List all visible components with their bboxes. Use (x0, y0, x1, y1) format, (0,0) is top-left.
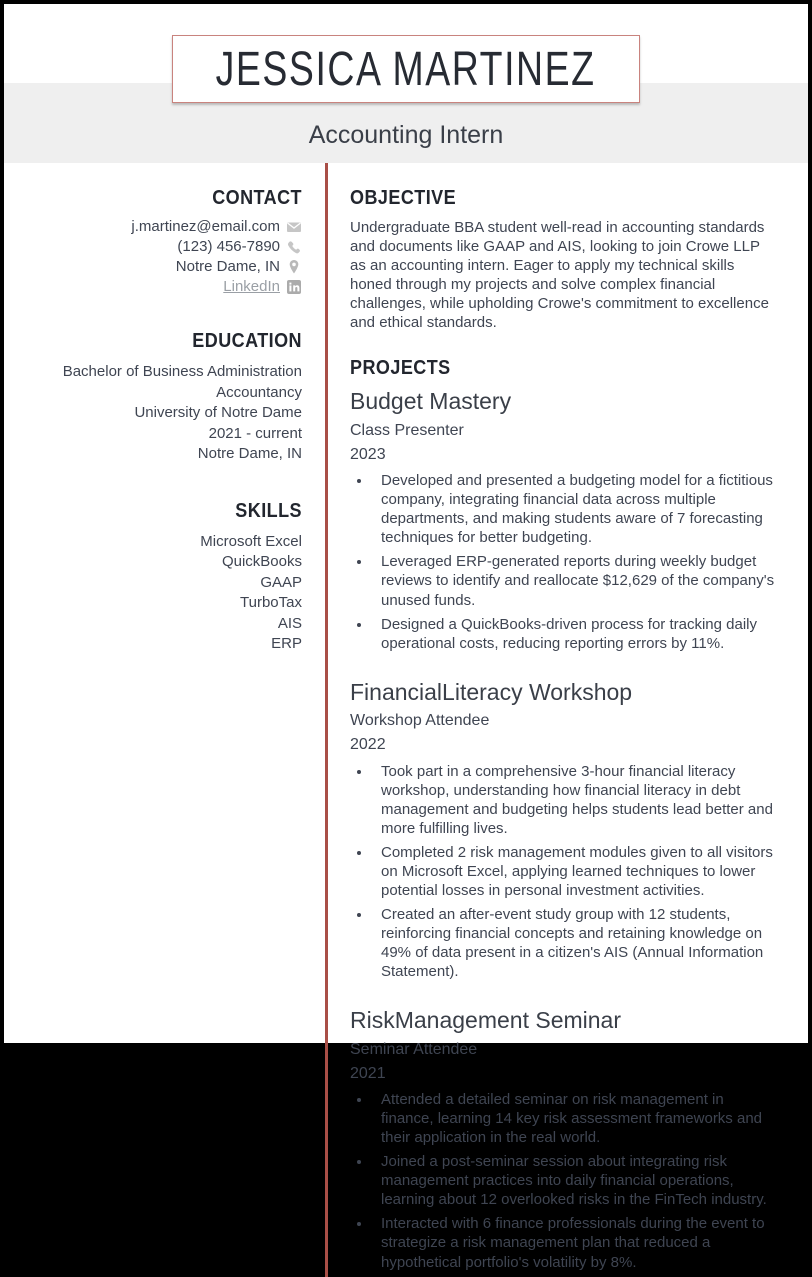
skills-list (44, 532, 302, 655)
project-year: 2022 (350, 736, 386, 754)
project-bullet: • Took part in a comprehensive 3-hour financial literacy workshop, understanding how financial literacy in debt management and budgeting helps students lead better and more fulfilling lives. (372, 762, 778, 838)
resume-body (4, 163, 808, 1277)
project-title: RiskManagement Seminar (350, 1007, 622, 1034)
project-bullet: • Interacted with 6 finance professionals during the event to strategize a risk management plan that reduced a hypothetical portfolio's volatility by 8%. (372, 1214, 778, 1271)
education-school: University of Notre Dame (134, 404, 302, 422)
education-heading: EDUCATION (192, 330, 302, 352)
project-bullet: • Designed a QuickBooks-driven process for tracking daily operational costs, reducing reporting errors by 11%. (372, 615, 778, 653)
project-role: Class Presenter (350, 421, 464, 439)
name-box (172, 35, 640, 103)
project-entry (350, 1007, 778, 1271)
linkedin-icon[interactable] (286, 279, 302, 295)
skill-item: AIS (277, 614, 302, 632)
education-location: Notre Dame, IN (197, 445, 302, 463)
education-degree: Bachelor of Business Administration (62, 363, 302, 380)
contact-heading: CONTACT (212, 187, 302, 209)
skill-item: GAAP (260, 573, 302, 591)
project-title: Budget Mastery (350, 388, 512, 415)
project-role: Workshop Attendee (350, 712, 490, 730)
projects-heading: PROJECTS (350, 357, 451, 380)
main-column (328, 163, 808, 1277)
contact-email: j.martinez@email.com (131, 218, 280, 235)
contact-location: Notre Dame, IN (175, 258, 280, 275)
candidate-name: JESSICA MARTINEZ (215, 42, 597, 96)
contact-list (44, 219, 302, 295)
objective-text: Undergraduate BBA student well-read in accounting standards and documents like GAAP and AIS, looking to join Crowe LLP as an accounting intern. Eager to apply my technical skills honed through my projects and solve complex financial challenges, while upholding Crowe's commitment to excellence and ethical standards. (350, 219, 769, 332)
project-entry (350, 679, 778, 981)
skills-section (44, 501, 302, 655)
education-dates: 2021 - current (208, 424, 302, 442)
skill-item: ERP (271, 635, 302, 653)
sidebar (4, 163, 325, 1277)
skill-item: Microsoft Excel (200, 532, 302, 550)
location-pin-icon (286, 259, 302, 275)
project-bullet: • Leveraged ERP-generated reports during weekly budget reviews to identify and reallocate $12,629 of the company's unused funds. (372, 552, 778, 609)
education-major: Accountancy (216, 383, 302, 401)
resume-page (4, 4, 808, 1271)
project-bullet: • Developed and presented a budgeting model for a fictitious company, integrating financial data across multiple departments, and making students aware of 7 forecasting techniques for better budgeting. (372, 471, 778, 547)
project-bullet: • Attended a detailed seminar on risk management in finance, learning 14 key risk assessment frameworks and their application in the real world. (372, 1090, 778, 1147)
contact-location-row (44, 259, 302, 275)
contact-phone-row (44, 239, 302, 255)
education-details (44, 362, 302, 465)
project-title: FinancialLiteracy Workshop (350, 678, 633, 705)
project-entry (350, 388, 778, 652)
envelope-icon (286, 219, 302, 235)
contact-phone: (123) 456-7890 (177, 238, 280, 255)
project-bullets (350, 471, 778, 652)
linkedin-link[interactable]: LinkedIn (223, 278, 280, 295)
skills-heading: SKILLS (235, 499, 302, 522)
phone-icon (286, 239, 302, 255)
skill-item: TurboTax (240, 594, 302, 612)
project-year: 2021 (350, 1064, 386, 1082)
project-bullet: • Created an after-event study group with 12 students, reinforcing financial concepts and retaining knowledge on 49% of data present in a citizen's AIS (Annual Information Statement). (372, 905, 778, 981)
contact-linkedin-row[interactable] (44, 279, 302, 295)
project-bullet: • Joined a post-seminar session about integrating risk management practices into daily financial operations, learning about 12 overlooked risks in the FinTech industry. (372, 1152, 778, 1209)
project-bullets (350, 762, 778, 982)
contact-email-row (44, 219, 302, 235)
skill-item: QuickBooks (221, 553, 302, 571)
project-year: 2023 (350, 446, 386, 464)
project-bullets (350, 1090, 778, 1271)
objective-heading: OBJECTIVE (350, 187, 457, 209)
project-role: Seminar Attendee (350, 1040, 478, 1058)
project-bullet: • Completed 2 risk management modules given to all visitors on Microsoft Excel, applying learned techniques to lower potential losses in personal investment activities. (372, 843, 778, 900)
job-title: Accounting Intern (308, 121, 504, 149)
resume-header (4, 4, 808, 163)
education-section (44, 331, 302, 465)
